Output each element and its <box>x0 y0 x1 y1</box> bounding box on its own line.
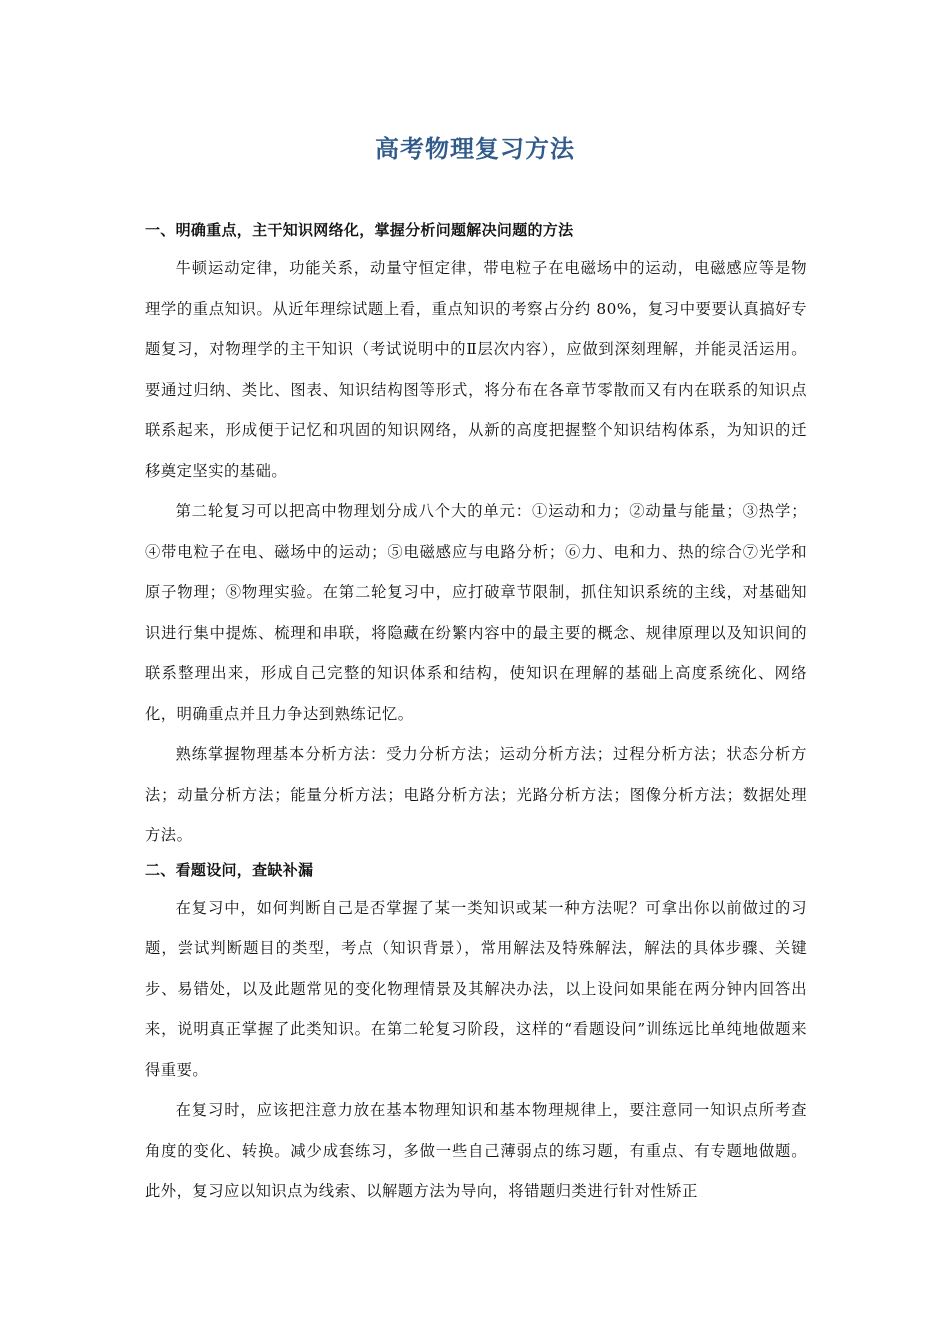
paragraph: 熟练掌握物理基本分析方法：受力分析方法；运动分析方法；过程分析方法；状态分析方法；动量分析方法；能量分析方法；电路分析方法；光路分析方法；图像分析方法；数据处理方法。 <box>145 745 807 844</box>
paragraph: 在复习时，应该把注意力放在基本物理知识和基本物理规律上，要注意同一知识点所考查角度的变化、转换。减少成套练习，多做一些自己薄弱点的练习题，有重点、有专题地做题。此外，复习应以知识点为线索、以解题方法为导向，将错题归类进行针对性矫正 <box>145 1101 807 1200</box>
document-body <box>145 216 807 1212</box>
document-title: 高考物理复习方法 <box>375 134 575 163</box>
section-heading: 二、看题设问，查缺补漏 <box>145 860 314 879</box>
section-heading: 一、明确重点，主干知识网络化，掌握分析问题解决问题的方法 <box>145 221 574 239</box>
paragraph: 在复习中，如何判断自己是否掌握了某一类知识或某一种方法呢？可拿出你以前做过的习题，尝试判断题目的类型，考点（知识背景），常用解法及特殊解法，解法的具体步骤、关键步、易错处，以及此题常见的变化物理情景及其解决办法，以上设问如果能在两分钟内回答出来，说明真正掌握了此类知识。在第二轮复习阶段，这样的“看题设问”训练远比单纯地做题来得重要。 <box>145 898 807 1079</box>
paragraph: 第二轮复习可以把高中物理划分成八个大的单元：①运动和力；②动量与能量；③热学；④带电粒子在电、磁场中的运动；⑤电磁感应与电路分析；⑥力、电和力、热的综合⑦光学和原子物理；⑧物理实验。在第二轮复习中，应打破章节限制，抓住知识系统的主线，对基础知识进行集中提炼、梳理和串联，将隐藏在纷繁内容中的最主要的概念、规律原理以及知识间的联系整理出来，形成自己完整的知识体系和结构，使知识在理解的基础上高度系统化、网络化，明确重点并且力争达到熟练记忆。 <box>145 502 807 723</box>
paragraph: 牛顿运动定律，功能关系，动量守恒定律，带电粒子在电磁场中的运动，电磁感应等是物理学的重点知识。从近年理综试题上看，重点知识的考察占分约 80%，复习中要要认真搞好专题复习，对物理学的主干知识（考试说明中的Ⅱ层次内容），应做到深刻理解，并能灵活运用。要通过归纳、类比、图表、知识结构图等形式，将分布在各章节零散而又有内在联系的知识点联系起来，形成便于记忆和巩固的知识网络，从新的高度把握整个知识结构体系，为知识的迁移奠定坚实的基础。 <box>145 259 807 480</box>
section-2 <box>145 856 807 1212</box>
section-1 <box>145 216 807 856</box>
